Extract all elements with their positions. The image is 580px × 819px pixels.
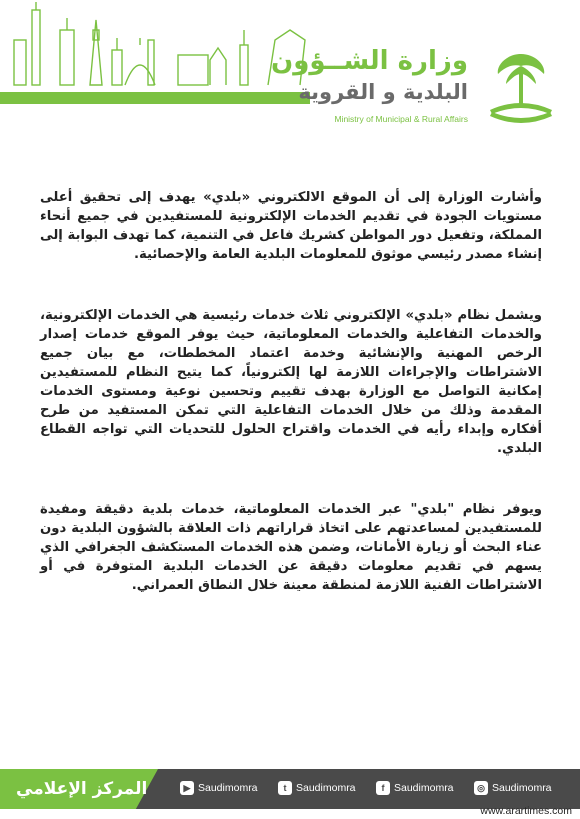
social-handle: Saudimomra <box>296 782 356 794</box>
palm-swords-emblem-icon <box>476 44 566 134</box>
facebook-icon: f <box>376 781 390 795</box>
logo-title-line1: وزارة الشــؤون <box>271 46 468 76</box>
instagram-icon: ◎ <box>474 781 488 795</box>
footer <box>0 755 580 819</box>
ministry-logo <box>271 44 566 144</box>
twitter-link[interactable] <box>278 781 356 795</box>
youtube-icon: ▶ <box>180 781 194 795</box>
press-release-body <box>40 188 542 637</box>
social-handle: Saudimomra <box>394 782 454 794</box>
youtube-link[interactable] <box>180 781 258 795</box>
twitter-icon: t <box>278 781 292 795</box>
paragraph: ويوفر نظام "بلدي" عبر الخدمات المعلوماتية، خدمات بلدية دقيقة ومفيدة للمستفيدين لمساعدتهم على اتخاذ قراراتهم ذات العلاقة بالشؤون البلدية دون عناء البحث أو زيارة الأمانات، وضمن هذه الخدمات المستكشف الجغرافي الذي يسهم في تقديم معلومات دقيقة عن الخدمات البلدية المتوفرة في أو الاشتراطات الفنية اللازمة لمنطقة معينة خلال النطاق العمراني. <box>40 502 542 593</box>
logo-english-title: Ministry of Municipal & Rural Affairs <box>334 114 468 124</box>
facebook-link[interactable] <box>376 781 454 795</box>
letterhead <box>0 0 580 150</box>
watermark-url: www.arartimes.com <box>480 805 572 817</box>
social-handle: Saudimomra <box>492 782 552 794</box>
social-handle: Saudimomra <box>198 782 258 794</box>
instagram-link[interactable] <box>474 781 552 795</box>
header-green-bar <box>0 92 310 104</box>
paragraph: وأشارت الوزارة إلى أن الموقع الالكتروني «بلدي» يهدف إلى تحقيق أعلى مستويات الجودة في تقديم الخدمات الإلكترونية للمستفيدين في جميع أنحاء المملكة، وتفعيل دور المواطن كشريك فاعل في التنمية، كما تهدف البوابة إلى إنشاء مصدر رئيسي موثوق للمعلومات البلدية العامة والإحصائية. <box>40 190 542 262</box>
media-center-title: المركز الإعلامي <box>16 779 148 799</box>
paragraph: ويشمل نظام «بلدي» الإلكتروني ثلاث خدمات رئيسية هي الخدمات الإلكترونية، والخدمات التفاعلية والخدمات المعلوماتية، حيث يوفر الموقع خدمات إصدار الرخص المهنية والإنشائية وخدمة اعتماد المخططات، مع بيان جميع الاشتراطات والإجراءات اللازمة لها إلكترونياً، كما يتيح النظام للمستفيدين إمكانية التواصل مع الوزارة بهدف تقييم وتحسين نوعية ومستوى الخدمات المقدمة وذلك من خلال الخدمات التفاعلية التي تمكن المستفيد من طرح أفكاره وإبداء رأيه في الخدمات واقتراح الحلول للتحديات التي تواجه القطاع البلدي. <box>40 308 542 456</box>
logo-title-line2: البلدية و القروية <box>298 80 468 104</box>
